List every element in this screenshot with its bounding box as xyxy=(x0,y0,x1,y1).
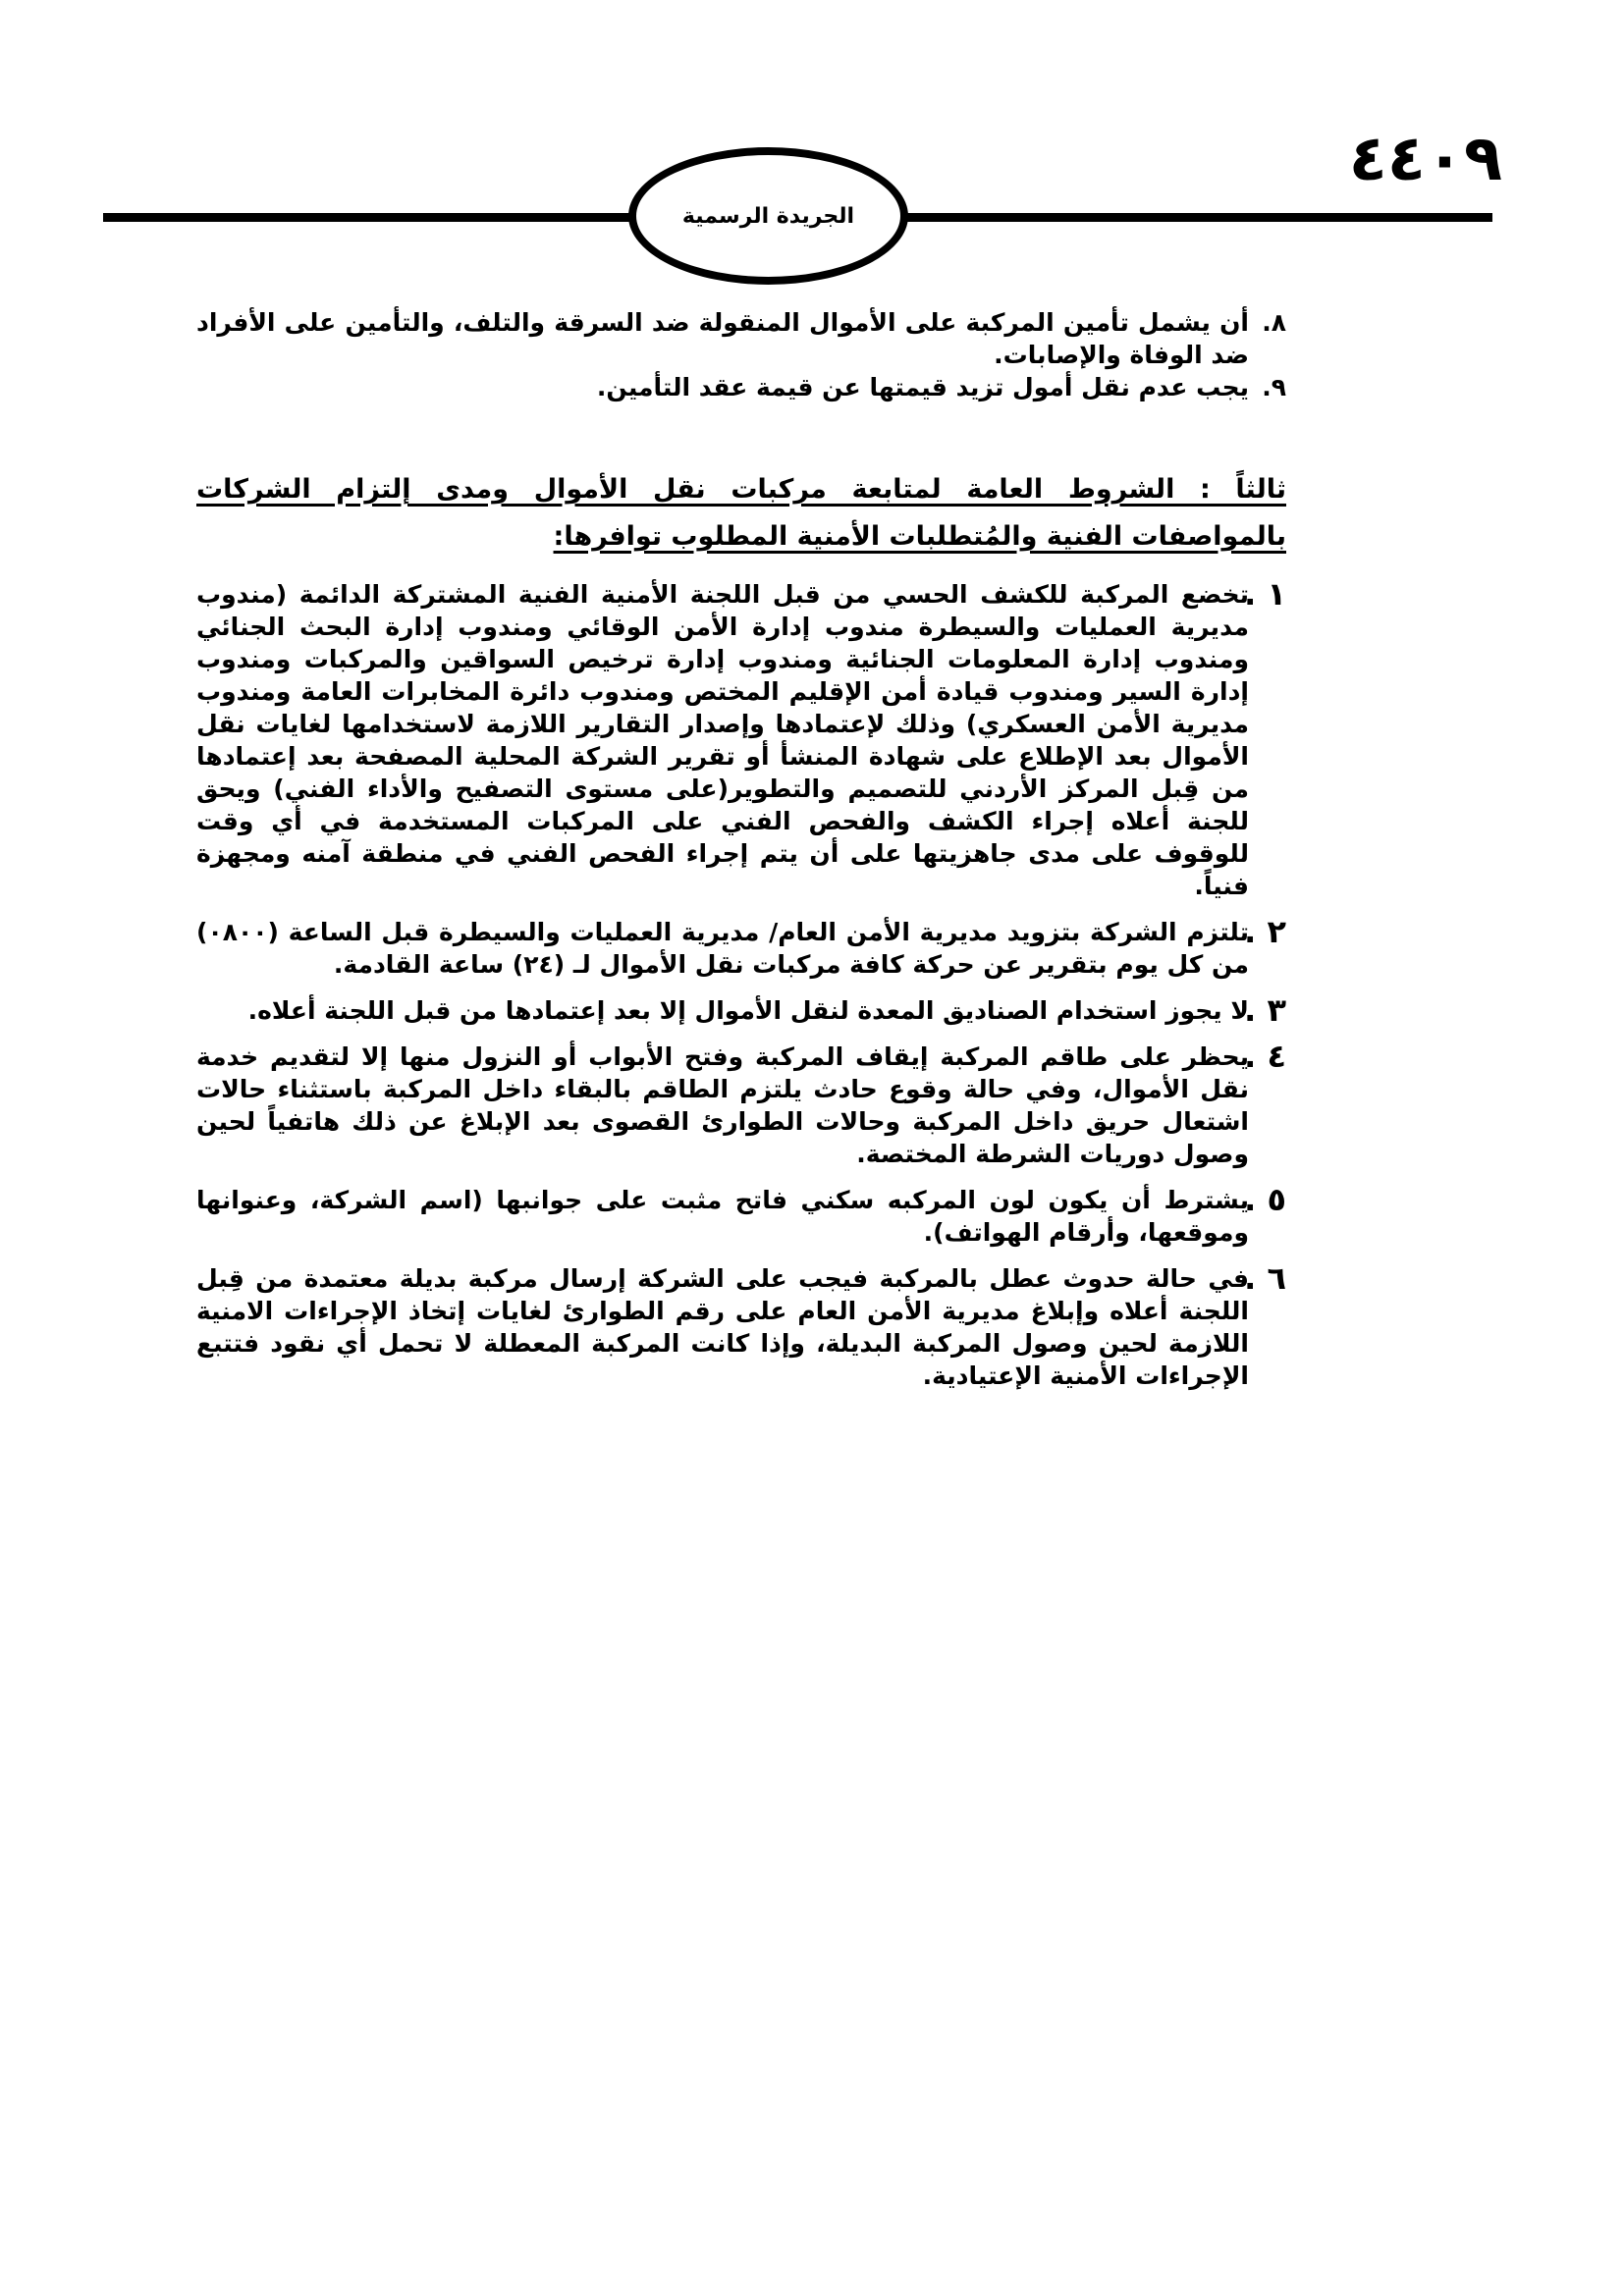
item-number: ٨. xyxy=(1262,308,1286,337)
condition-item xyxy=(196,991,1286,1029)
intro-item xyxy=(196,306,1286,371)
condition-item xyxy=(196,1259,1286,1392)
condition-number: ٣ . xyxy=(1244,991,1286,1029)
condition-text: لا يجوز استخدام الصناديق المعدة لنقل الأموال إلا بعد إعتمادها من قبل اللجنة أعلاه. xyxy=(247,996,1249,1025)
condition-item xyxy=(196,575,1286,902)
condition-text: في حالة حدوث عطل بالمركبة فيجب على الشركة إرسال مركبة بديلة معتمدة من قِبل اللجنة أعلاه وإبلاغ مديرية الأمن العام على رقم الطوارئ لغايات إتخاذ الإجراءات الامنية اللازمة لحين وصول المركبة البديلة، وإذا كانت المركبة المعطلة لا تحمل أي نقود فتتبع الإجراءات الأمنية الإعتيادية. xyxy=(196,1264,1249,1390)
condition-item xyxy=(196,1181,1286,1249)
gazette-label: الجريدة الرسمية xyxy=(681,203,855,229)
condition-text: تخضع المركبة للكشف الحسي من قبل اللجنة الأمنية الفنية المشتركة الدائمة (مندوب مديرية العمليات والسيطرة مندوب إدارة الأمن الوقائي ومندوب إدارة البحث الجنائي ومندوب إدارة المعلومات الجنائية ومندوب إدارة ترخيص السواقين والمركبات ومندوب إدارة السير ومندوب قيادة أمن الإقليم المختص ومندوب دائرة المخابرات العامة ومندوب مديرية الأمن العسكري) وذلك لإعتمادها وإصدار التقارير اللازمة لاستخدامها لغايات نقل الأموال بعد الإطلاع على شهادة المنشأ أو تقرير الشركة المحلية المصفحة بعد إعتمادها من قِبل المركز الأردني للتصميم والتطوير(على مستوى التصفيح والأداء الفني) ويحق للجنة أعلاه إجراء الكشف والفحص الفني على المركبات المستخدمة في أي وقت للوقوف على مدى جاهزيتها على أن يتم إجراء الفحص الفني في منطقة آمنه ومجهزة فنياً. xyxy=(196,580,1249,900)
document-body xyxy=(196,306,1286,1406)
item-text: يجب عدم نقل أمول تزيد قيمتها عن قيمة عقد التأمين. xyxy=(596,373,1249,401)
condition-item xyxy=(196,913,1286,981)
page-number: ٤٤٠٩ xyxy=(1348,123,1502,195)
condition-number: ٢ . xyxy=(1244,913,1286,950)
condition-item xyxy=(196,1038,1286,1170)
condition-number: ٦ . xyxy=(1244,1259,1286,1297)
intro-item xyxy=(196,371,1286,403)
item-number: ٩. xyxy=(1262,373,1286,401)
item-text: أن يشمل تأمين المركبة على الأموال المنقولة ضد السرقة والتلف، والتأمين على الأفراد ضد الوفاة والإصابات. xyxy=(196,308,1249,369)
condition-number: ٤ . xyxy=(1244,1038,1286,1075)
condition-text: يشترط أن يكون لون المركبه سكني فاتح مثبت على جوانبها (اسم الشركة، وعنوانها وموقعها، وأرقام الهواتف). xyxy=(196,1186,1249,1247)
condition-number: ٥ . xyxy=(1244,1181,1286,1218)
condition-text: يحظر على طاقم المركبة إيقاف المركبة وفتح الأبواب أو النزول منها إلا لتقديم خدمة نقل الأموال، وفي حالة وقوع حادث يلتزم الطاقم بالبقاء داخل المركبة باستثناء حالات اشتعال حريق داخل المركبة وحالات الطوارئ القصوى بعد الإبلاغ عن ذلك هاتفياً لحين وصول دوريات الشرطة المختصة. xyxy=(196,1042,1249,1168)
gazette-header-oval xyxy=(628,147,908,285)
condition-text: تلتزم الشركة بتزويد مديرية الأمن العام/ مديرية العمليات والسيطرة قبل الساعة (٠٨٠٠) من كل يوم بتقرير عن حركة كافة مركبات نقل الأموال لـ (٢٤) ساعة القادمة. xyxy=(196,918,1249,979)
section-title: ثالثاً : الشروط العامة لمتابعة مركبات نقل الأموال ومدى إلتزام الشركات بالمواصفات الفنية والمُتطلبات الأمنية المطلوب توافرها: xyxy=(196,474,1286,552)
condition-number: ١ . xyxy=(1244,575,1286,613)
conditions-list xyxy=(196,575,1286,1392)
